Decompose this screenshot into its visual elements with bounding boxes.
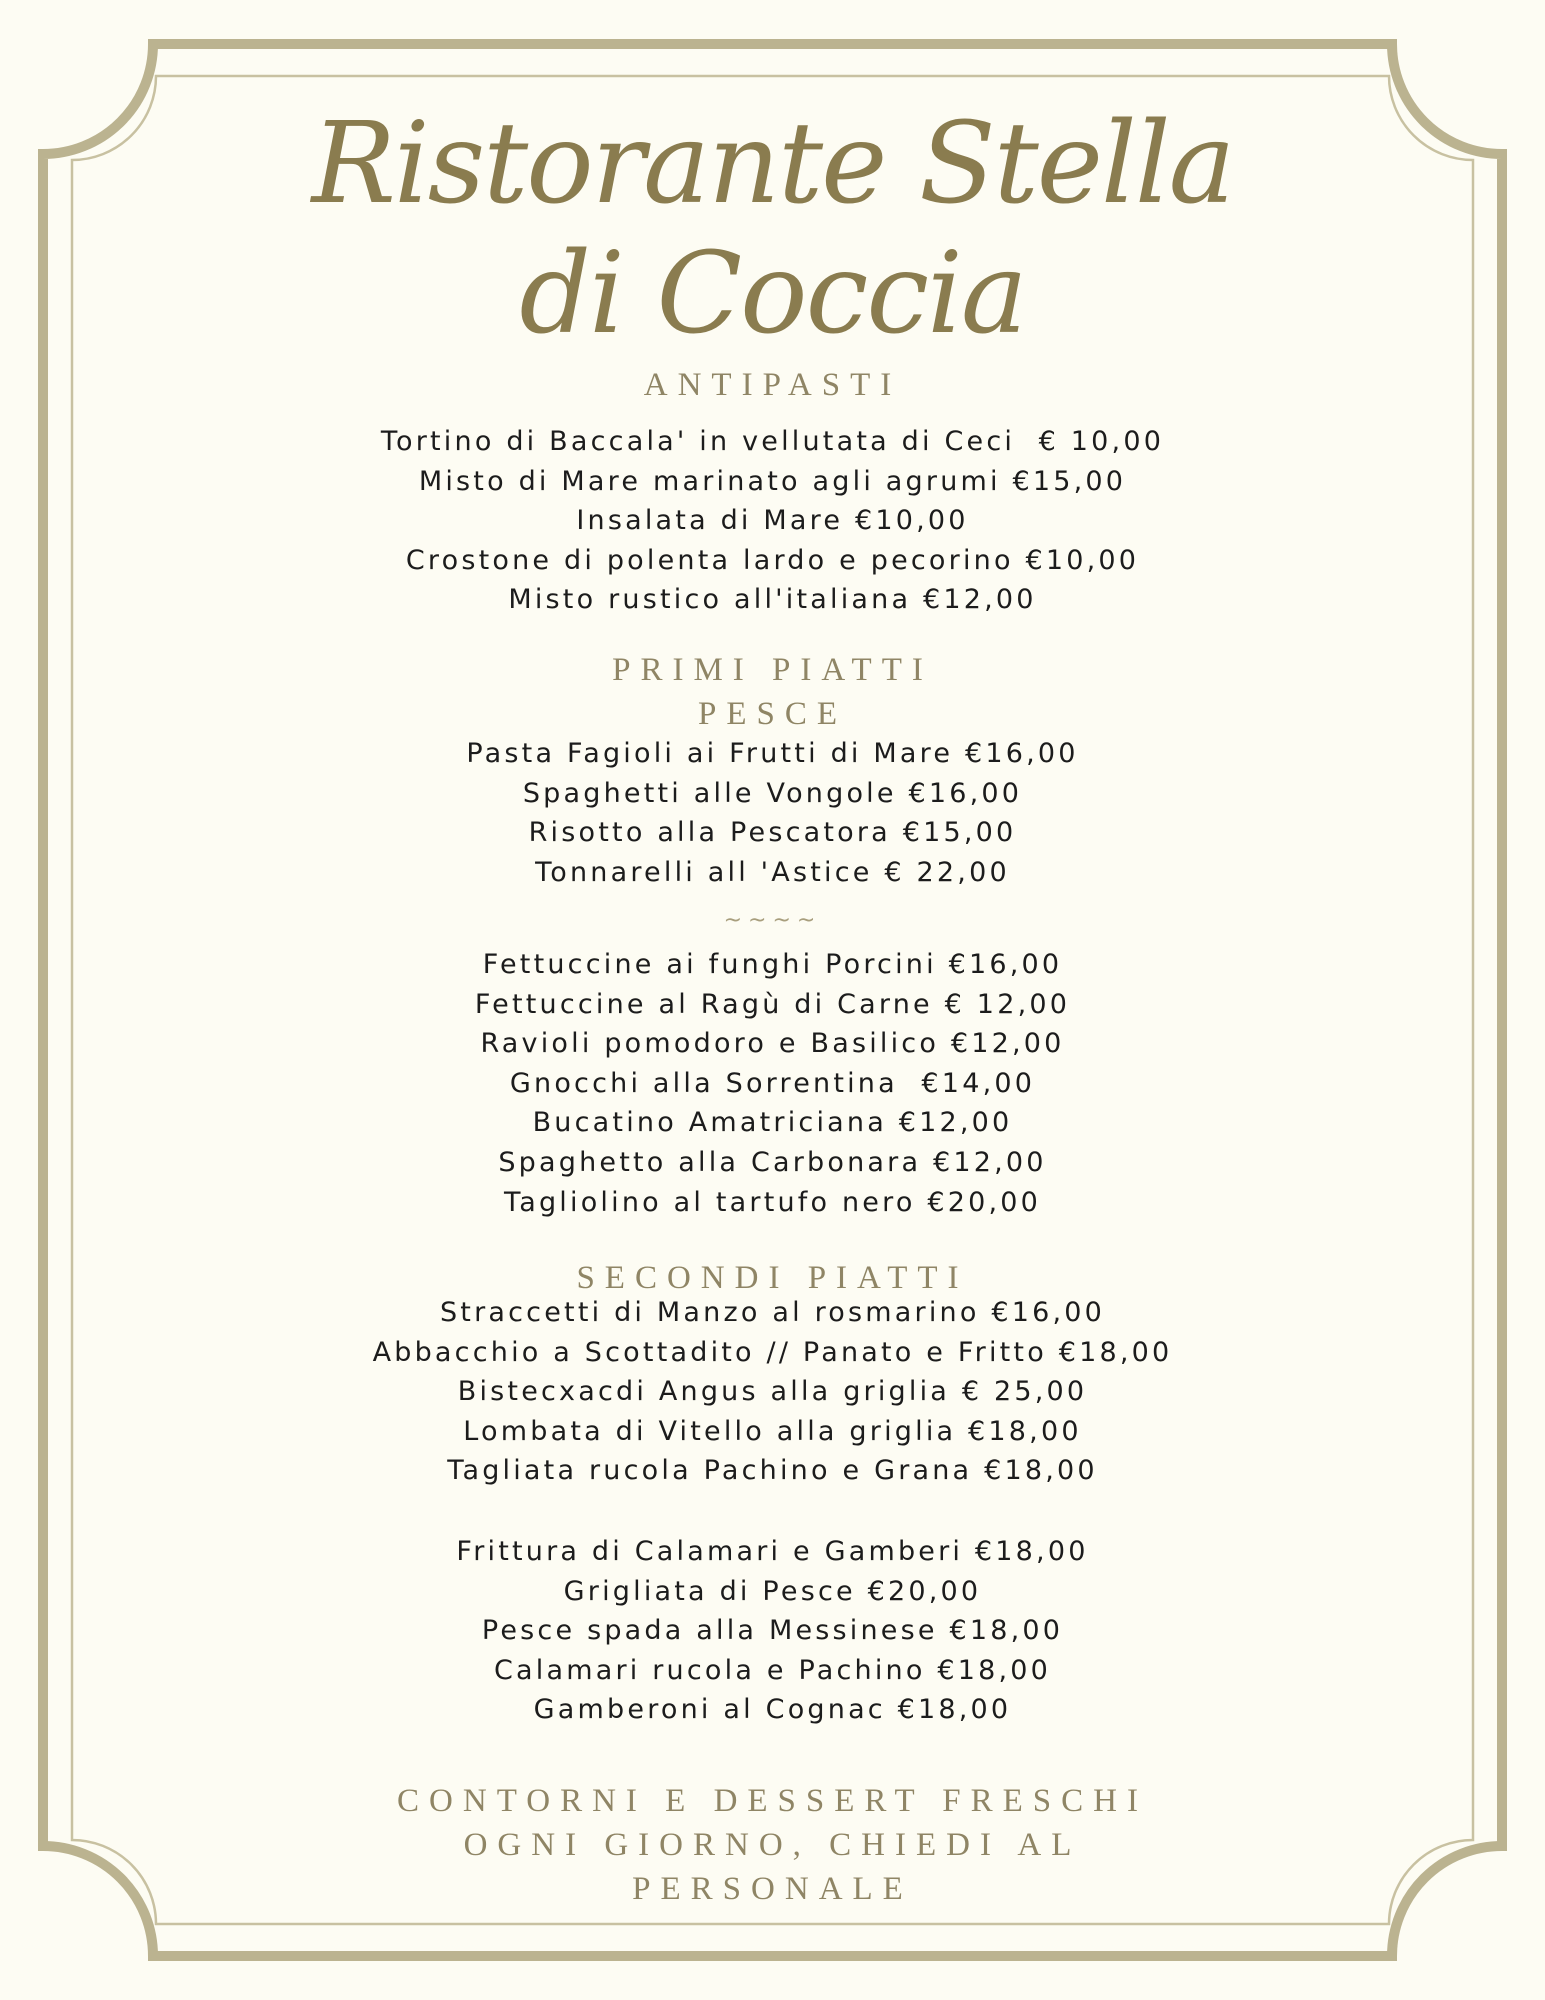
menu-item: Tonnarelli all 'Astice € 22,00 — [535, 856, 1010, 888]
menu-item: Misto di Mare marinato agli agrumi €15,00 — [418, 465, 1127, 497]
menu-item: Lombata di Vitello alla griglia €18,00 — [463, 1415, 1082, 1447]
section-heading-secondi-piatti: SECONDI PIATTI — [576, 1260, 969, 1296]
menu-item: Tagliata rucola Pachino e Grana €18,00 — [447, 1455, 1098, 1487]
menu-item: Crostone di polenta lardo e pecorino €10,00 — [405, 544, 1140, 576]
footer-note — [0, 1779, 1545, 1911]
restaurant-title-line-2: di Coccia — [519, 229, 1026, 359]
footer-line-1: CONTORNI E DESSERT FRESCHI — [397, 1783, 1148, 1819]
menu-item: Spaghetto alla Carbonara €12,00 — [498, 1146, 1047, 1178]
footer-line-2: OGNI GIORNO, CHIEDI AL — [463, 1827, 1082, 1863]
menu-item: Bucatino Amatriciana €12,00 — [532, 1107, 1013, 1139]
menu-item: Fettuccine ai funghi Porcini €16,00 — [482, 949, 1063, 980]
menu-item: Grigliata di Pesce €20,00 — [563, 1575, 982, 1607]
menu-item: Frittura di Calamari e Gamberi €18,00 — [456, 1536, 1089, 1567]
menu-item: Misto rustico all'italiana €12,00 — [508, 584, 1037, 616]
menu-item: Gnocchi alla Sorrentina €14,00 — [509, 1067, 1036, 1099]
section-heading-antipasti: ANTIPASTI — [643, 367, 902, 403]
menu-item: Tortino di Baccala' in vellutata di Ceci € 10,00 — [380, 426, 1165, 457]
footer-line-3: PERSONALE — [632, 1871, 913, 1907]
subheading-pesce: PESCE — [697, 696, 848, 732]
menu-item: Calamari rucola e Pachino €18,00 — [493, 1654, 1052, 1686]
menu-item: Gamberoni al Cognac €18,00 — [533, 1694, 1012, 1726]
menu-item: Abbacchio a Scottadito // Panato e Fritto €18,00 — [372, 1336, 1173, 1368]
menu-item: Ravioli pomodoro e Basilico €12,00 — [480, 1028, 1065, 1060]
tilde-separator: ~~~~ — [723, 908, 822, 933]
menu-item: Tagliolino al tartufo nero €20,00 — [503, 1186, 1042, 1218]
primi-pesce-list — [0, 734, 1545, 892]
secondi-fish-list — [0, 1532, 1545, 1730]
secondi-meat-list — [0, 1293, 1545, 1491]
menu-item: Fettuccine al Ragù di Carne € 12,00 — [474, 988, 1071, 1020]
menu-item: Straccetti di Manzo al rosmarino €16,00 — [439, 1297, 1106, 1328]
primi-other-list — [0, 945, 1545, 1222]
menu-item: Spaghetti alle Vongole €16,00 — [522, 777, 1023, 809]
menu-item: Insalata di Mare €10,00 — [576, 505, 969, 537]
restaurant-title-line-1: Ristorante Stella — [311, 99, 1234, 229]
menu-item: Risotto alla Pescatora €15,00 — [528, 817, 1017, 849]
menu-item: Bistecxacdi Angus alla griglia € 25,00 — [457, 1376, 1088, 1408]
section-heading-primi-piatti: PRIMI PIATTI — [612, 652, 933, 688]
antipasti-list — [0, 422, 1545, 620]
menu-item: Pasta Fagioli ai Frutti di Mare €16,00 — [466, 738, 1079, 769]
menu-item: Pesce spada alla Messinese €18,00 — [481, 1615, 1064, 1647]
